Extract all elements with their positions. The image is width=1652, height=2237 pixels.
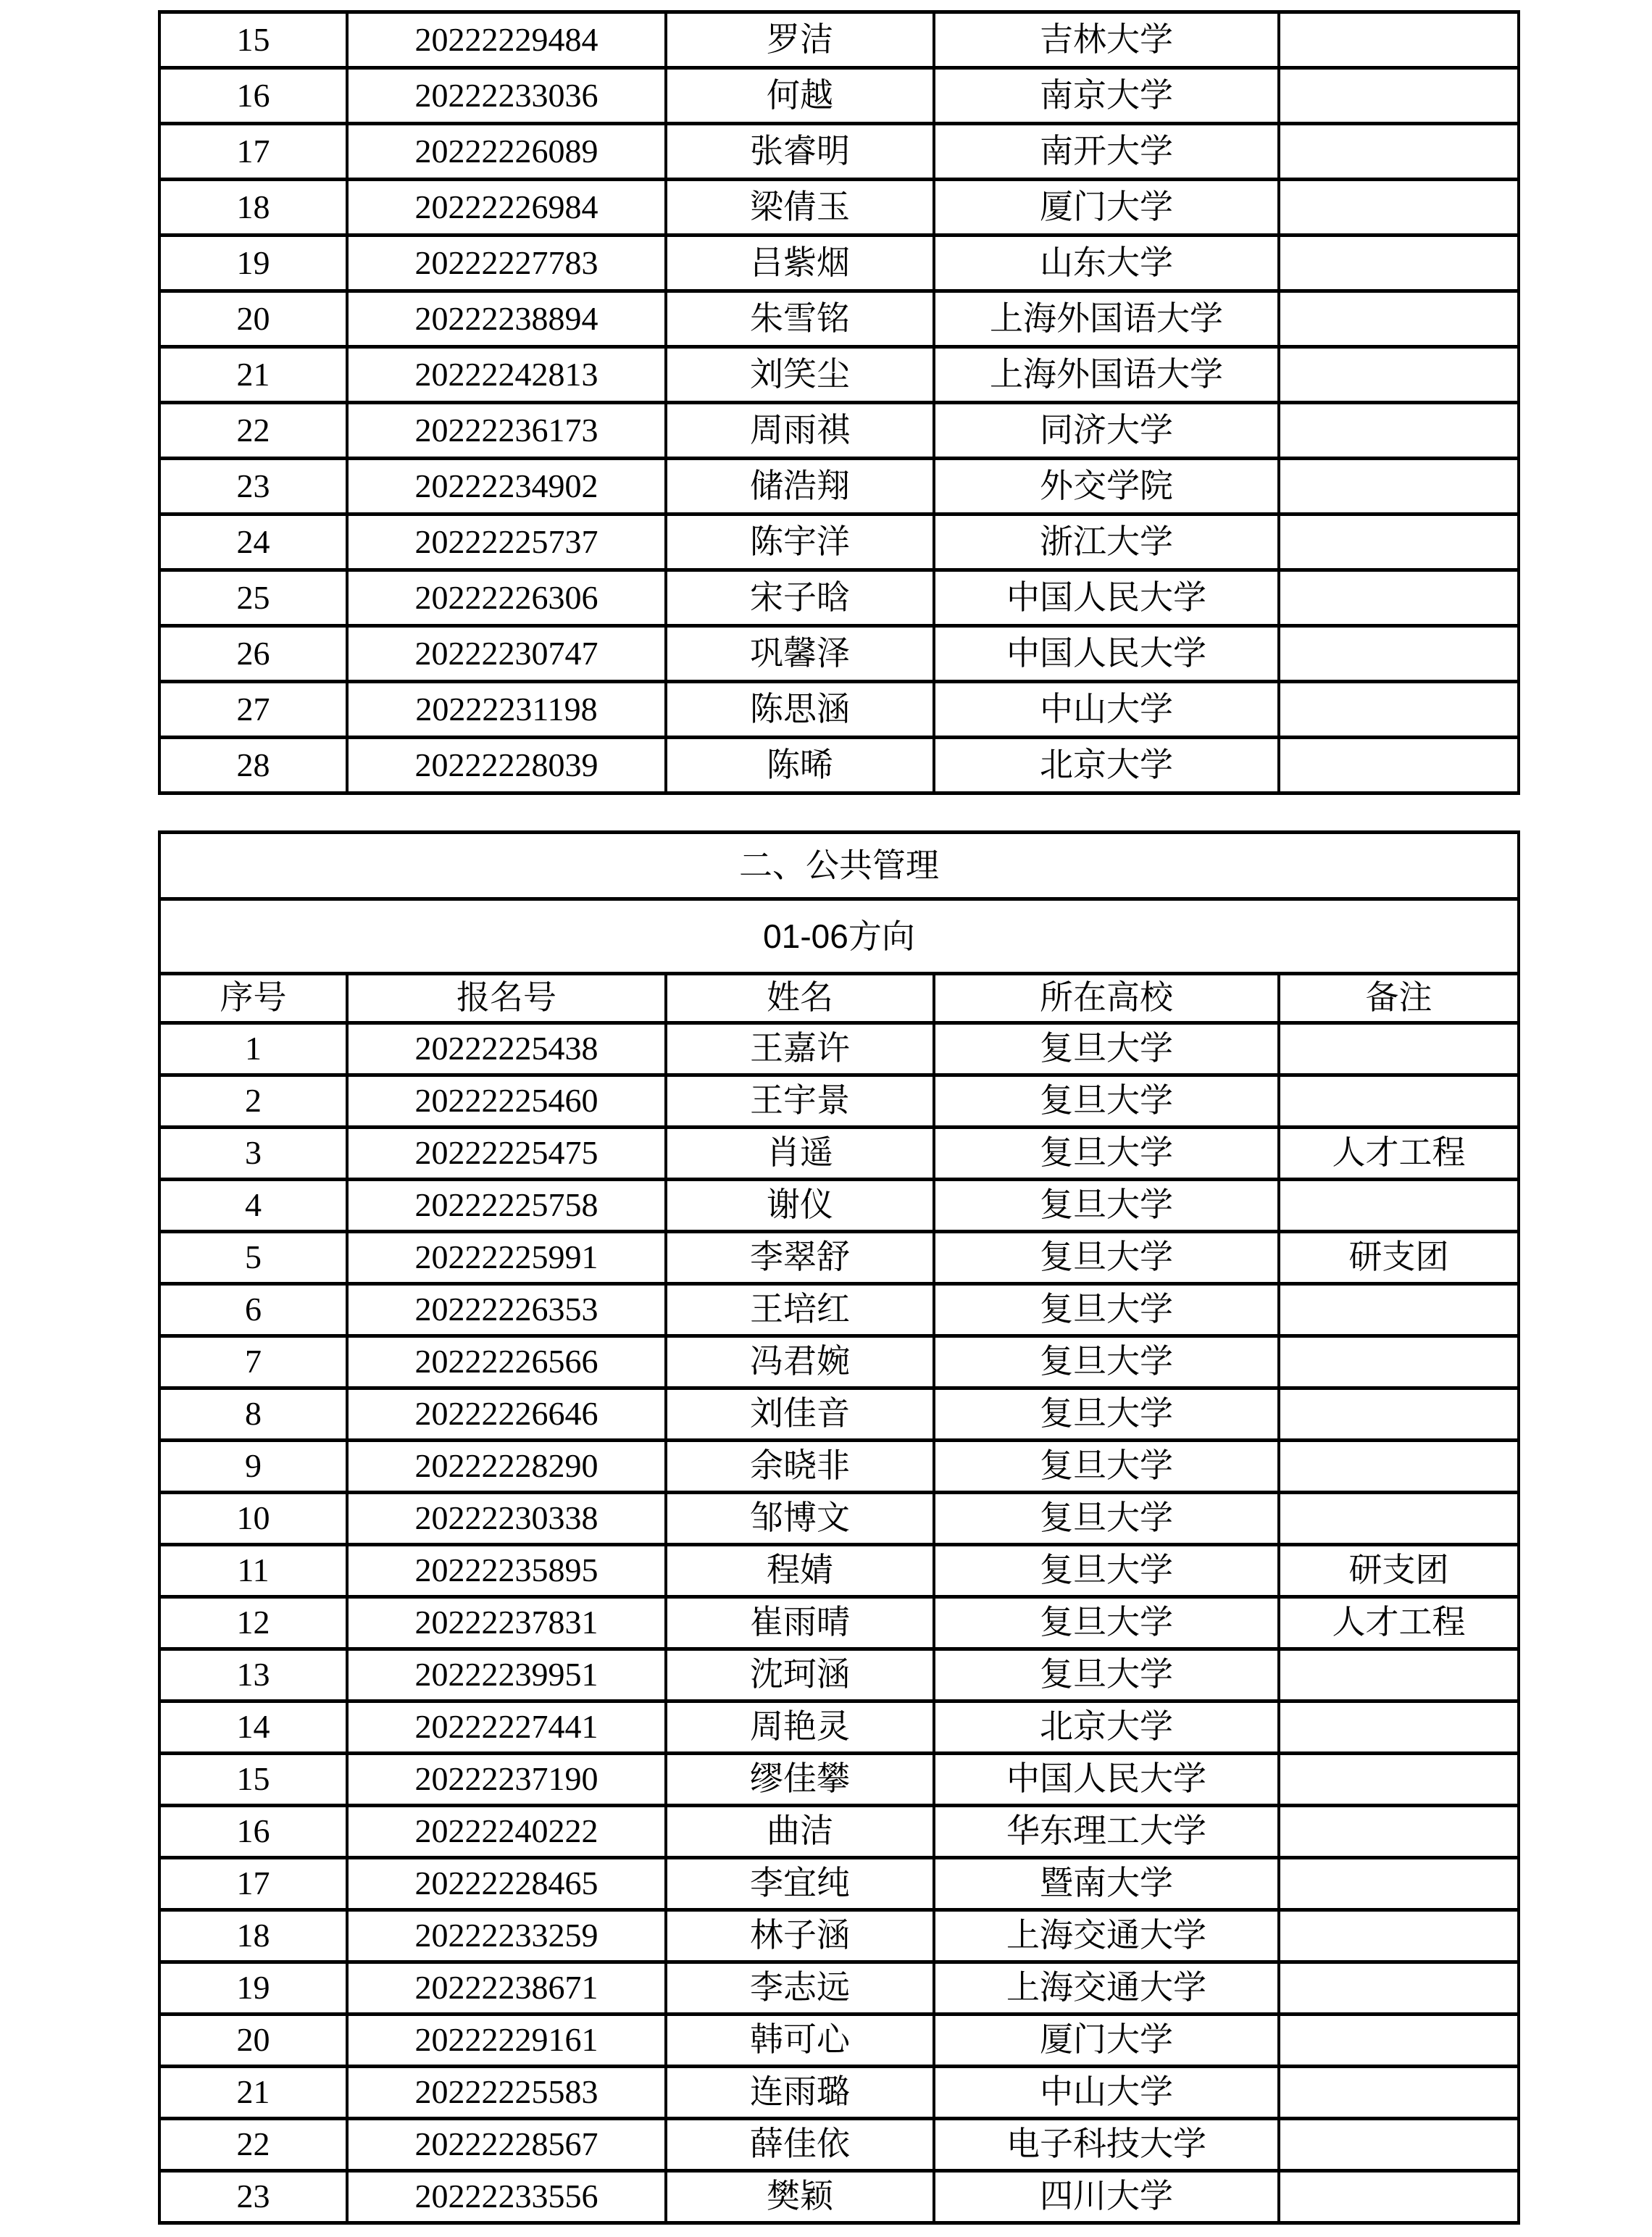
university-cell: 南开大学 [934,124,1279,180]
name-cell: 周艳灵 [666,1701,934,1754]
university-cell: 四川大学 [934,2171,1279,2223]
university-cell: 复旦大学 [934,1180,1279,1232]
university-cell: 暨南大学 [934,1858,1279,1910]
name-cell: 李翠舒 [666,1232,934,1284]
name-cell: 巩馨泽 [666,626,934,682]
remark-cell: 人才工程 [1279,1597,1519,1649]
remark-cell [1279,1806,1519,1858]
table-row [159,570,1519,626]
registration-number-cell: 20222225758 [347,1180,666,1232]
header-name: 姓名 [666,974,934,1023]
name-cell: 韩可心 [666,2015,934,2067]
remark-cell [1279,403,1519,459]
name-cell: 王宇景 [666,1075,934,1128]
university-cell: 复旦大学 [934,1649,1279,1701]
university-cell: 中山大学 [934,682,1279,738]
remark-cell [1279,2067,1519,2119]
registration-number-cell: 20222225583 [347,2067,666,2119]
serial-cell: 26 [159,626,347,682]
remark-cell [1279,1910,1519,1962]
serial-cell: 2 [159,1075,347,1128]
remark-cell [1279,1336,1519,1388]
registration-number-cell: 20222233259 [347,1910,666,1962]
registration-number-cell: 20222228465 [347,1858,666,1910]
remark-cell [1279,1180,1519,1232]
serial-cell: 22 [159,403,347,459]
table-row [159,403,1519,459]
registration-number-cell: 20222238894 [347,291,666,347]
university-cell: 复旦大学 [934,1388,1279,1441]
university-cell: 复旦大学 [934,1232,1279,1284]
serial-cell: 23 [159,459,347,515]
table-row [159,738,1519,793]
table-row [159,1754,1519,1806]
serial-cell: 9 [159,1441,347,1493]
table-row [159,1858,1519,1910]
remark-cell [1279,180,1519,236]
university-cell: 北京大学 [934,1701,1279,1754]
university-cell: 南京大学 [934,68,1279,124]
registration-number-cell: 20222236173 [347,403,666,459]
university-cell: 华东理工大学 [934,1806,1279,1858]
applicant-table-continued-body [159,12,1519,793]
registration-number-cell: 20222227441 [347,1701,666,1754]
name-cell: 林子涵 [666,1910,934,1962]
registration-number-cell: 20222227783 [347,236,666,291]
name-cell: 张睿明 [666,124,934,180]
university-cell: 复旦大学 [934,1284,1279,1336]
serial-cell: 7 [159,1336,347,1388]
registration-number-cell: 20222226566 [347,1336,666,1388]
university-cell: 电子科技大学 [934,2119,1279,2171]
university-cell: 浙江大学 [934,515,1279,570]
serial-cell: 20 [159,291,347,347]
table-row [159,2015,1519,2067]
serial-cell: 5 [159,1232,347,1284]
name-cell: 曲洁 [666,1806,934,1858]
table-row [159,1597,1519,1649]
table-row [159,1701,1519,1754]
university-cell: 吉林大学 [934,12,1279,68]
applicant-table-public-admin [158,830,1520,2225]
registration-number-cell: 20222226089 [347,124,666,180]
table-row [159,515,1519,570]
registration-number-cell: 20222240222 [347,1806,666,1858]
remark-cell [1279,682,1519,738]
remark-cell: 研支团 [1279,1545,1519,1597]
header-serial: 序号 [159,974,347,1023]
section-title-row [159,833,1519,899]
serial-cell: 6 [159,1284,347,1336]
table-header-row [159,974,1519,1023]
university-cell: 复旦大学 [934,1075,1279,1128]
name-cell: 薛佳依 [666,2119,934,2171]
serial-cell: 21 [159,2067,347,2119]
table-row [159,291,1519,347]
serial-cell: 15 [159,1754,347,1806]
university-cell: 外交学院 [934,459,1279,515]
registration-number-cell: 20222225438 [347,1023,666,1075]
serial-cell: 17 [159,1858,347,1910]
name-cell: 罗洁 [666,12,934,68]
registration-number-cell: 20222226353 [347,1284,666,1336]
name-cell: 储浩翔 [666,459,934,515]
registration-number-cell: 20222239951 [347,1649,666,1701]
serial-cell: 16 [159,68,347,124]
university-cell: 厦门大学 [934,2015,1279,2067]
name-cell: 朱雪铭 [666,291,934,347]
table-row [159,236,1519,291]
registration-number-cell: 20222230747 [347,626,666,682]
table-row [159,347,1519,403]
remark-cell [1279,1754,1519,1806]
serial-cell: 20 [159,2015,347,2067]
university-cell: 上海外国语大学 [934,347,1279,403]
name-cell: 陈晞 [666,738,934,793]
table-row [159,1545,1519,1597]
table-row [159,1232,1519,1284]
university-cell: 复旦大学 [934,1545,1279,1597]
remark-cell: 研支团 [1279,1232,1519,1284]
serial-cell: 16 [159,1806,347,1858]
table-row [159,682,1519,738]
registration-number-cell: 20222235895 [347,1545,666,1597]
remark-cell [1279,570,1519,626]
name-cell: 程婧 [666,1545,934,1597]
name-cell: 崔雨晴 [666,1597,934,1649]
registration-number-cell: 20222225737 [347,515,666,570]
remark-cell [1279,1388,1519,1441]
registration-number-cell: 20222225460 [347,1075,666,1128]
registration-number-cell: 20222234902 [347,459,666,515]
name-cell: 宋子晗 [666,570,934,626]
table-row [159,1962,1519,2015]
university-cell: 中国人民大学 [934,1754,1279,1806]
university-cell: 复旦大学 [934,1597,1279,1649]
serial-cell: 27 [159,682,347,738]
table-row [159,1128,1519,1180]
name-cell: 冯君婉 [666,1336,934,1388]
university-cell: 上海外国语大学 [934,291,1279,347]
remark-cell [1279,1858,1519,1910]
university-cell: 复旦大学 [934,1336,1279,1388]
table-row [159,124,1519,180]
name-cell: 邹博文 [666,1493,934,1545]
remark-cell [1279,1649,1519,1701]
registration-number-cell: 20222226646 [347,1388,666,1441]
serial-cell: 23 [159,2171,347,2223]
registration-number-cell: 20222233556 [347,2171,666,2223]
registration-number-cell: 20222231198 [347,682,666,738]
serial-cell: 17 [159,124,347,180]
remark-cell [1279,2119,1519,2171]
table-row [159,2067,1519,2119]
remark-cell [1279,12,1519,68]
table-row [159,1649,1519,1701]
university-cell: 中山大学 [934,2067,1279,2119]
name-cell: 李宜纯 [666,1858,934,1910]
name-cell: 余晓非 [666,1441,934,1493]
name-cell: 陈思涵 [666,682,934,738]
university-cell: 中国人民大学 [934,570,1279,626]
name-cell: 何越 [666,68,934,124]
name-cell: 沈珂涵 [666,1649,934,1701]
remark-cell [1279,1075,1519,1128]
registration-number-cell: 20222238671 [347,1962,666,2015]
remark-cell [1279,236,1519,291]
registration-number-cell: 20222230338 [347,1493,666,1545]
direction-label: 01-06方向 [159,899,1519,974]
serial-cell: 18 [159,1910,347,1962]
registration-number-cell: 20222229484 [347,12,666,68]
name-cell: 刘佳音 [666,1388,934,1441]
header-registration-number: 报名号 [347,974,666,1023]
university-cell: 同济大学 [934,403,1279,459]
registration-number-cell: 20222226306 [347,570,666,626]
remark-cell [1279,2171,1519,2223]
table-row [159,626,1519,682]
applicant-table-public-admin-body [159,833,1519,2223]
remark-cell [1279,347,1519,403]
registration-number-cell: 20222228567 [347,2119,666,2171]
serial-cell: 1 [159,1023,347,1075]
header-university: 所在高校 [934,974,1279,1023]
table-row [159,2171,1519,2223]
university-cell: 北京大学 [934,738,1279,793]
serial-cell: 19 [159,236,347,291]
section-title: 二、公共管理 [159,833,1519,899]
name-cell: 连雨璐 [666,2067,934,2119]
remark-cell [1279,1701,1519,1754]
table-row [159,1023,1519,1075]
remark-cell [1279,626,1519,682]
serial-cell: 8 [159,1388,347,1441]
university-cell: 山东大学 [934,236,1279,291]
table-row [159,1180,1519,1232]
table-row [159,68,1519,124]
registration-number-cell: 20222229161 [347,2015,666,2067]
university-cell: 上海交通大学 [934,1962,1279,2015]
remark-cell [1279,1023,1519,1075]
university-cell: 复旦大学 [934,1493,1279,1545]
registration-number-cell: 20222226984 [347,180,666,236]
table-row [159,1910,1519,1962]
serial-cell: 13 [159,1649,347,1701]
name-cell: 樊颖 [666,2171,934,2223]
name-cell: 陈宇洋 [666,515,934,570]
name-cell: 吕紫烟 [666,236,934,291]
serial-cell: 24 [159,515,347,570]
remark-cell [1279,459,1519,515]
university-cell: 复旦大学 [934,1128,1279,1180]
serial-cell: 15 [159,12,347,68]
name-cell: 梁倩玉 [666,180,934,236]
remark-cell [1279,68,1519,124]
remark-cell [1279,1962,1519,2015]
table-row [159,1388,1519,1441]
table-row [159,2119,1519,2171]
serial-cell: 18 [159,180,347,236]
applicant-table-continued [158,10,1520,795]
registration-number-cell: 20222228290 [347,1441,666,1493]
remark-cell [1279,738,1519,793]
header-remark: 备注 [1279,974,1519,1023]
direction-row [159,899,1519,974]
remark-cell [1279,1493,1519,1545]
registration-number-cell: 20222225991 [347,1232,666,1284]
name-cell: 李志远 [666,1962,934,2015]
serial-cell: 11 [159,1545,347,1597]
remark-cell [1279,291,1519,347]
serial-cell: 10 [159,1493,347,1545]
name-cell: 谢仪 [666,1180,934,1232]
name-cell: 王培红 [666,1284,934,1336]
serial-cell: 19 [159,1962,347,2015]
university-cell: 上海交通大学 [934,1910,1279,1962]
name-cell: 周雨祺 [666,403,934,459]
name-cell: 肖遥 [666,1128,934,1180]
university-cell: 厦门大学 [934,180,1279,236]
serial-cell: 4 [159,1180,347,1232]
table-row [159,1806,1519,1858]
registration-number-cell: 20222237190 [347,1754,666,1806]
table-row [159,1336,1519,1388]
serial-cell: 21 [159,347,347,403]
university-cell: 复旦大学 [934,1023,1279,1075]
registration-number-cell: 20222237831 [347,1597,666,1649]
table-row [159,459,1519,515]
registration-number-cell: 20222228039 [347,738,666,793]
serial-cell: 22 [159,2119,347,2171]
table-row [159,1075,1519,1128]
table-row [159,1493,1519,1545]
serial-cell: 28 [159,738,347,793]
table-row [159,1441,1519,1493]
remark-cell [1279,124,1519,180]
remark-cell [1279,515,1519,570]
registration-number-cell: 20222242813 [347,347,666,403]
remark-cell [1279,1284,1519,1336]
registration-number-cell: 20222225475 [347,1128,666,1180]
remark-cell: 人才工程 [1279,1128,1519,1180]
serial-cell: 3 [159,1128,347,1180]
table-row [159,12,1519,68]
name-cell: 缪佳攀 [666,1754,934,1806]
table-row [159,1284,1519,1336]
name-cell: 王嘉许 [666,1023,934,1075]
serial-cell: 25 [159,570,347,626]
university-cell: 中国人民大学 [934,626,1279,682]
serial-cell: 14 [159,1701,347,1754]
university-cell: 复旦大学 [934,1441,1279,1493]
table-row [159,180,1519,236]
remark-cell [1279,1441,1519,1493]
registration-number-cell: 20222233036 [347,68,666,124]
remark-cell [1279,2015,1519,2067]
name-cell: 刘笑尘 [666,347,934,403]
serial-cell: 12 [159,1597,347,1649]
